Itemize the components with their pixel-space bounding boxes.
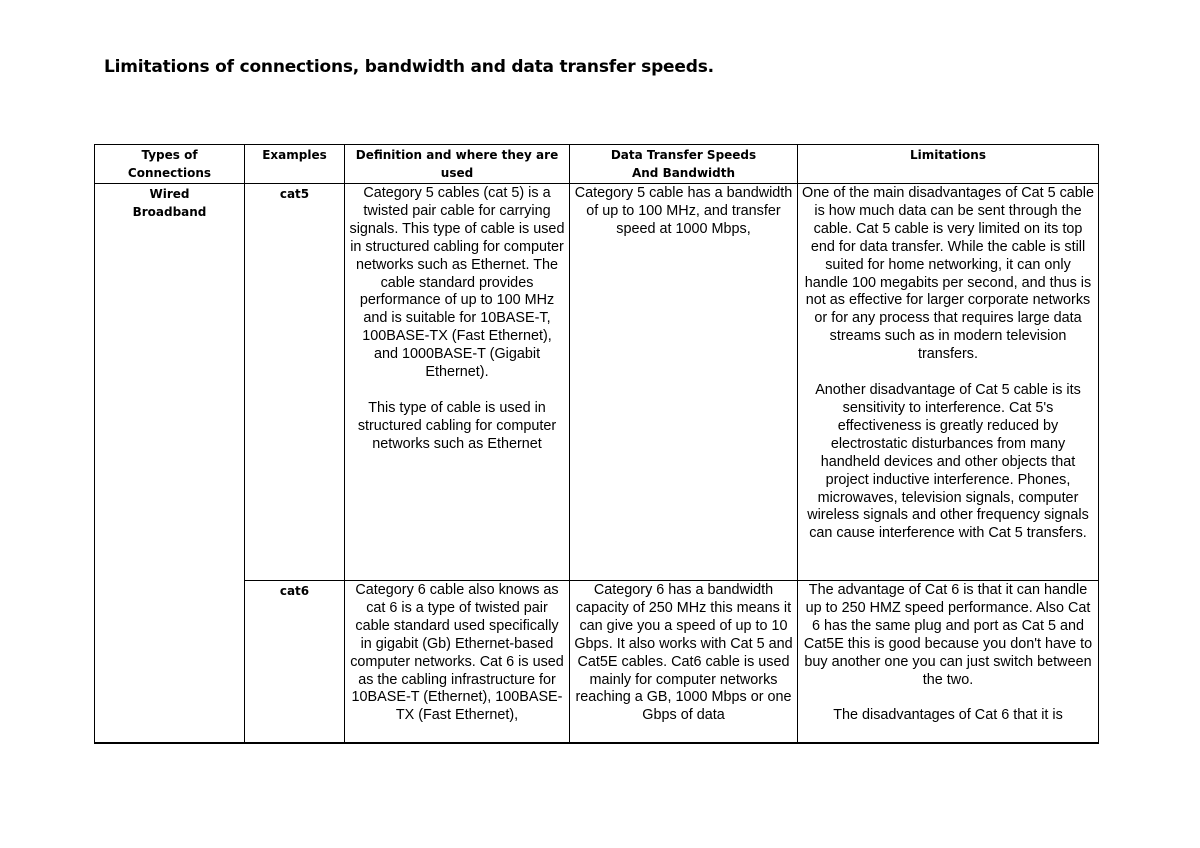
speeds-cell [570,184,798,581]
limitations-paragraph: One of the main disadvantages of Cat 5 cable is how much data can be sent through the cable. Cat 5 cable is very limited on its top end for data transfer. While the cable is still suited for home networking, it can only handle 100 megabits per second, and thus is not as effective for larger corporate networks or for any process that requires large data streams such as in modern television transfers. [802,185,1094,363]
header-limitations: Limitations [798,145,1099,184]
connection-type-line-1: Wired [149,187,190,201]
page-title: Limitations of connections, bandwidth and data transfer speeds. [104,57,714,77]
header-definition: Definition and where they are used [345,145,570,184]
definition-paragraph: Category 5 cables (cat 5) is a twisted pair cable for carrying signals. This type of cable is used in structured cabling for computer networks such as Ethernet. The cable standard provides performance of up to 100 MHz and is suitable for 10BASE-T, 100BASE-TX (Fast Ethernet), and 1000BASE-T (Gigabit Ethernet). [349,185,565,381]
cell-clip [349,582,565,742]
cell-clip [802,582,1094,742]
definition-cell [345,184,570,581]
connections-table [94,144,1099,744]
limitations-cell [798,184,1099,581]
connection-type-line-2: Broadband [132,205,207,219]
definition-paragraph: This type of cable is used in structured cabling for computer networks such as Ethernet [357,399,557,452]
limitations-paragraph: The advantage of Cat 6 is that it can handle up to 250 HMZ speed performance. Also Cat 6 has the same plug and port as Cat 5 and Cat5E this is good because you don't have to buy another one you can just switch between the two. [803,582,1093,688]
speeds-paragraph: Category 5 cable has a bandwidth of up to 100 MHz, and transfer speed at 1000 Mbps, [574,185,793,237]
speeds-cell [570,581,798,744]
example-cell: cat6 [245,581,345,744]
example-cell: cat5 [245,184,345,581]
header-examples: Examples [245,145,345,184]
speeds-paragraph: Category 6 has a bandwidth capacity of 250 MHz this means it can give you a speed of up to 10 Gbps. It also works with Cat 5 and Cat5E cables. Cat6 cable is used mainly for computer networks reaching a GB, 1000 Mbps or one Gbps of data [574,582,793,724]
definition-paragraph: Category 6 cable also knows as cat 6 is a type of twisted pair cable standard used specifically in gigabit (Gb) Ethernet-based computer networks. Cat 6 is used as the cabling infrastructure for 10BASE-T (Ethernet), 100BASE-TX (Fast Ethernet), [350,582,564,724]
table-header-row [95,145,1099,184]
connection-type-cell [95,184,245,744]
limitations-paragraph: The disadvantages of Cat 6 that it is [833,707,1063,724]
limitations-cell [798,581,1099,744]
cell-clip [574,582,793,742]
table-row-cat5 [95,184,1099,581]
table-row-cat6 [95,581,1099,744]
header-types-of-connections: Types of Connections [95,145,245,184]
limitations-paragraph: Another disadvantage of Cat 5 cable is its sensitivity to interference. Cat 5's effectiveness is greatly reduced by electrostatic disturbances from many handheld devices and other objects that project inductive interference. Phones, microwaves, television signals, computer wireless signals and other frequency signals can cause interference with Cat 5 transfers. [807,382,1089,542]
header-data-transfer-speeds: Data Transfer Speeds And Bandwidth [570,145,798,184]
definition-cell [345,581,570,744]
